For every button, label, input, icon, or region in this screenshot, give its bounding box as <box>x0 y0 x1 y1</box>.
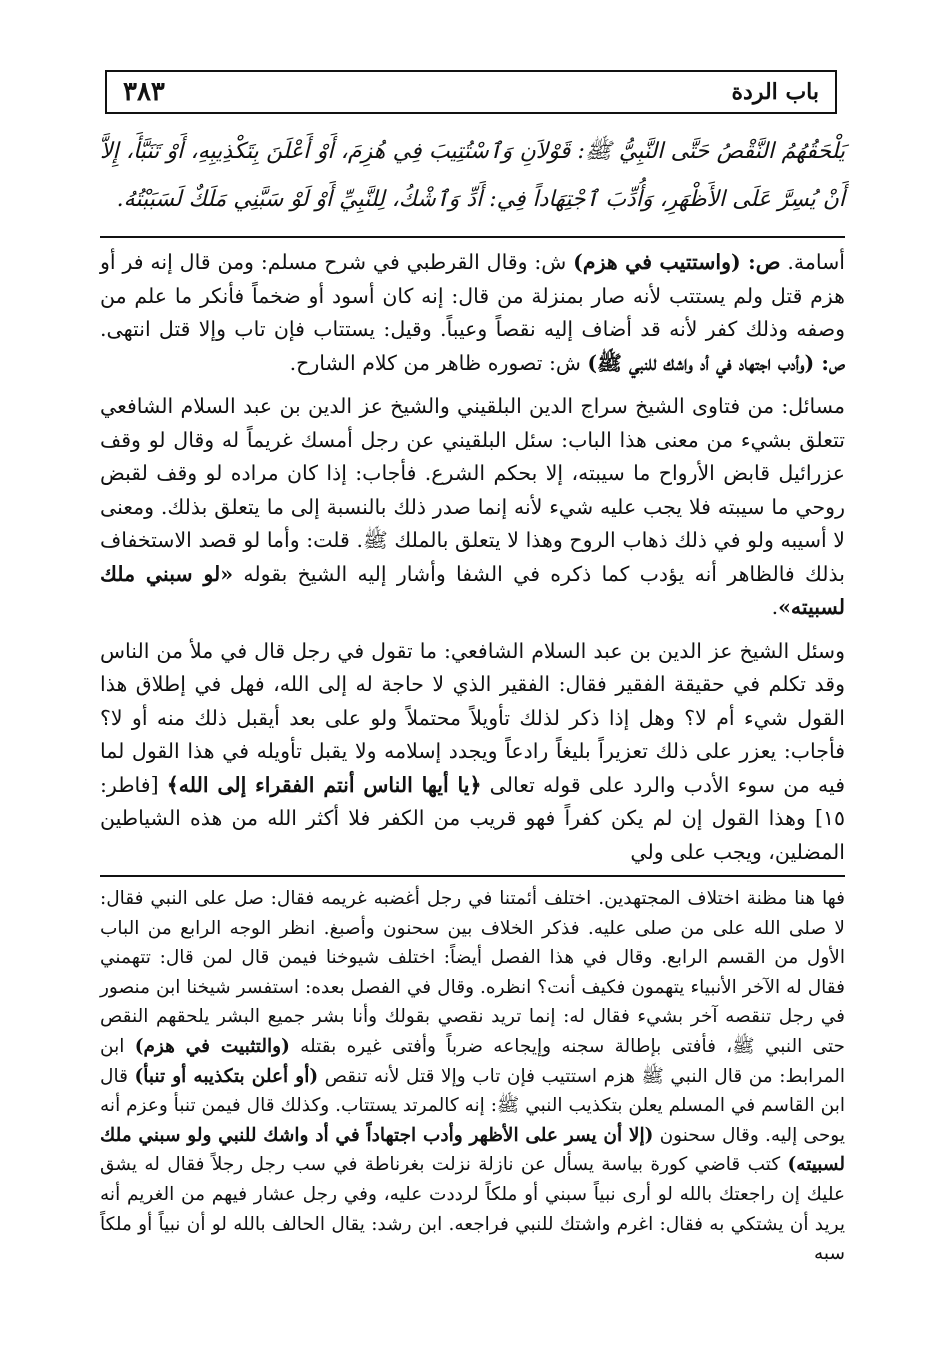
commentary-paragraph <box>100 246 845 380</box>
matn-text: يَلْحَقُهُمُ النَّقْصُ حَتَّى النَّبِيُّ ﷺ: قَوْلاَنِ وَٱسْتُتِيبَ فِي هُزِمَ، أَوْ أَعْلَنَ بِتَكْذِيبِهِ، أَوْ تَنَبَّأَ، إِلاَّ أَنْ يُسِرَّ عَلَى الأَظْهَرِ، وَأُدِّبَ ٱجْتِهَاداً فِي: أَدِّ وَٱشْكُ، لِلنَّبِيِّ أَوْ لَوْ سَبَّنِي مَلَكٌ لَسَبَبْتُهُ. <box>100 139 845 212</box>
text-run: فها هنا مظنة اختلاف المجتهدين. اختلف أئمتنا في رجل أغضبه غريمه فقال: صل على النبي فقال: لا صلى الله على من صلى عليه. فذكر الخلاف بين سحنون وأصبغ. انظر الوجه الرابع من الباب الأول من القسم الرابع. وقال في هذا الفصل أيضاً: اختلف شيوخنا فيمن قال لمن قال: تتهمني فقال له الآخر الأنبياء يتهمون فكيف أنت؟ انظره. وقال في الفصل بعده: استفسر شيخنا ابن منصور في رجل تنقصه آخر بشيء فقال له: إنما تريد نقصي بقولك وأنا بشر جميع البشر يلحقهم النقص حتى النبي ﷺ، فأفتى بإطالة سجنه وإيجاعه ضرباً وأفتى غيره بقتله <box>100 888 845 1057</box>
chapter-title: باب الردة <box>731 79 819 105</box>
quoted-matn: (والتثبيت في هزم) <box>134 1035 290 1057</box>
text-run: ش: وقال القرطبي في شرح مسلم: ومن قال إنه فر أو هزم قتل ولم يستتب لأنه صار بمنزلة من قال: إنه كان أسود أو ضخماً فأنكر ما علم من وصفه وذلك كفر لأنه قد أضاف إليه نقصاً وعيباً. وقيل: يستتاب فإن تاب وإلا قتل انتهى. <box>100 250 845 341</box>
page-number: ٣٨٣ <box>123 77 165 107</box>
quran-quote: ﴿يا أيها الناس أنتم الفقراء إلى الله﴾ <box>166 772 482 797</box>
text-run: كتب قاضي كورة بياسة يسأل عن نازلة نزلت بغرناطة في سب رجل رجلاً فقال له يشق عليك إن راجعتك بالله لو أرى نبياً سبني أو ملكاً لرددت عليه، وفي رجل عشار فيهم من الغريم أنه يريد أن يشتكي به فقال: اغرم واشتك للنبي فراجعه. ابن رشد: يقال الحالف بالله لو أن نبياً أو ملكاً سبه <box>100 1154 845 1265</box>
commentary-paragraph <box>100 635 845 870</box>
divider-line <box>100 875 845 877</box>
footnote-paragraph <box>100 884 845 1269</box>
quoted-matn: (أو أعلن بتكذيبه أو تنبأ) <box>134 1065 319 1087</box>
text-run: وسئل الشيخ عز الدين بن عبد السلام الشافعي: ما تقول في رجل قال في ملأ من الناس وقد تكلم في حقيقة الفقير فقال: الفقير الذي لا حاجة له إلى الله، فهل في إطلاق هذا القول شيء أم لا؟ وهل إذا ذكر لذلك تأويلاً محتملاً ولو على بعد أيقبل ذلك منه أو لا؟ فأجاب: يعزر على ذلك تعزيراً بليغاً رادعاً ويجدد إسلامه ولا يقبل تأويله في هذا القول لما فيه من سوء الأدب والرد على قوله تعالى <box>100 638 846 797</box>
divider-line <box>100 236 845 238</box>
quoted-matn: ص: (واستتيب في هزم) <box>573 250 781 274</box>
text-run: [فاطر: ١٥] وهذا القول إن لم يكن كفراً فهو قريب من الكفر فلا أكثر الله من هذه الشياطين المضلين، ويجب على ولي <box>100 772 845 864</box>
text-run: . <box>771 595 779 619</box>
quoted-matn: (إلا أن يسر على الأظهر وأدب اجتهاداً في أد واشك للنبي ولو سبني ملك لسبيته) <box>100 1124 845 1176</box>
quoted-matn: ص: (وأدب اجتهاد في أد واشك للنبي ﷺ) <box>587 350 845 375</box>
text-run: أسامة. <box>780 250 845 274</box>
text-run: قال ابن القاسم في المسلم يعلن بتكذيب النبي ﷺ: إنه كالمرتد يستتاب. وكذلك قال فيمن تنبأ وعزم أنه يوحى إليه. وقال سحنون <box>100 1065 845 1146</box>
text-run: ابن المرابط: من قال النبي ﷺ هزم استتيب فإن تاب وإلا قتل لأنه تنقص <box>100 1035 845 1087</box>
commentary-section <box>100 246 845 879</box>
text-run: ش: تصوره ظاهر من كلام الشارح. <box>289 350 588 375</box>
commentary-paragraph <box>100 390 845 625</box>
text-run: مسائل: من فتاوى الشيخ سراج الدين البلقيني والشيخ عز الدين بن عبد السلام الشافعي تتعلق بشيء من معنى هذا الباب: سئل البلقيني عن رجل أمسك غريماً له وقال لو وقف عزرائيل قابض الأرواح ما سيبته، إلا بحكم الشرع. فأجاب: إذا كان مراده لو وقف لقبض روحي ما سيبته فلا يجب عليه شيء لأنه إنما صدر ذلك بالنسبة إلى ما يتعلق بذلك. ومعنى لا أسيبه ولو في ذلك ذهاب الروح وهذا لا يتعلق بالملك ﷺ. قلت: وأما لو قصد الاستخفاف بذلك فالظاهر أنه يؤدب كما ذكره في الشفا وأشار إليه الشيخ بقوله <box>100 394 845 586</box>
quoted-matn: «لو سبني ملك لسبيته» <box>100 561 845 619</box>
footnotes-section <box>100 884 845 1269</box>
page-header <box>105 70 837 114</box>
